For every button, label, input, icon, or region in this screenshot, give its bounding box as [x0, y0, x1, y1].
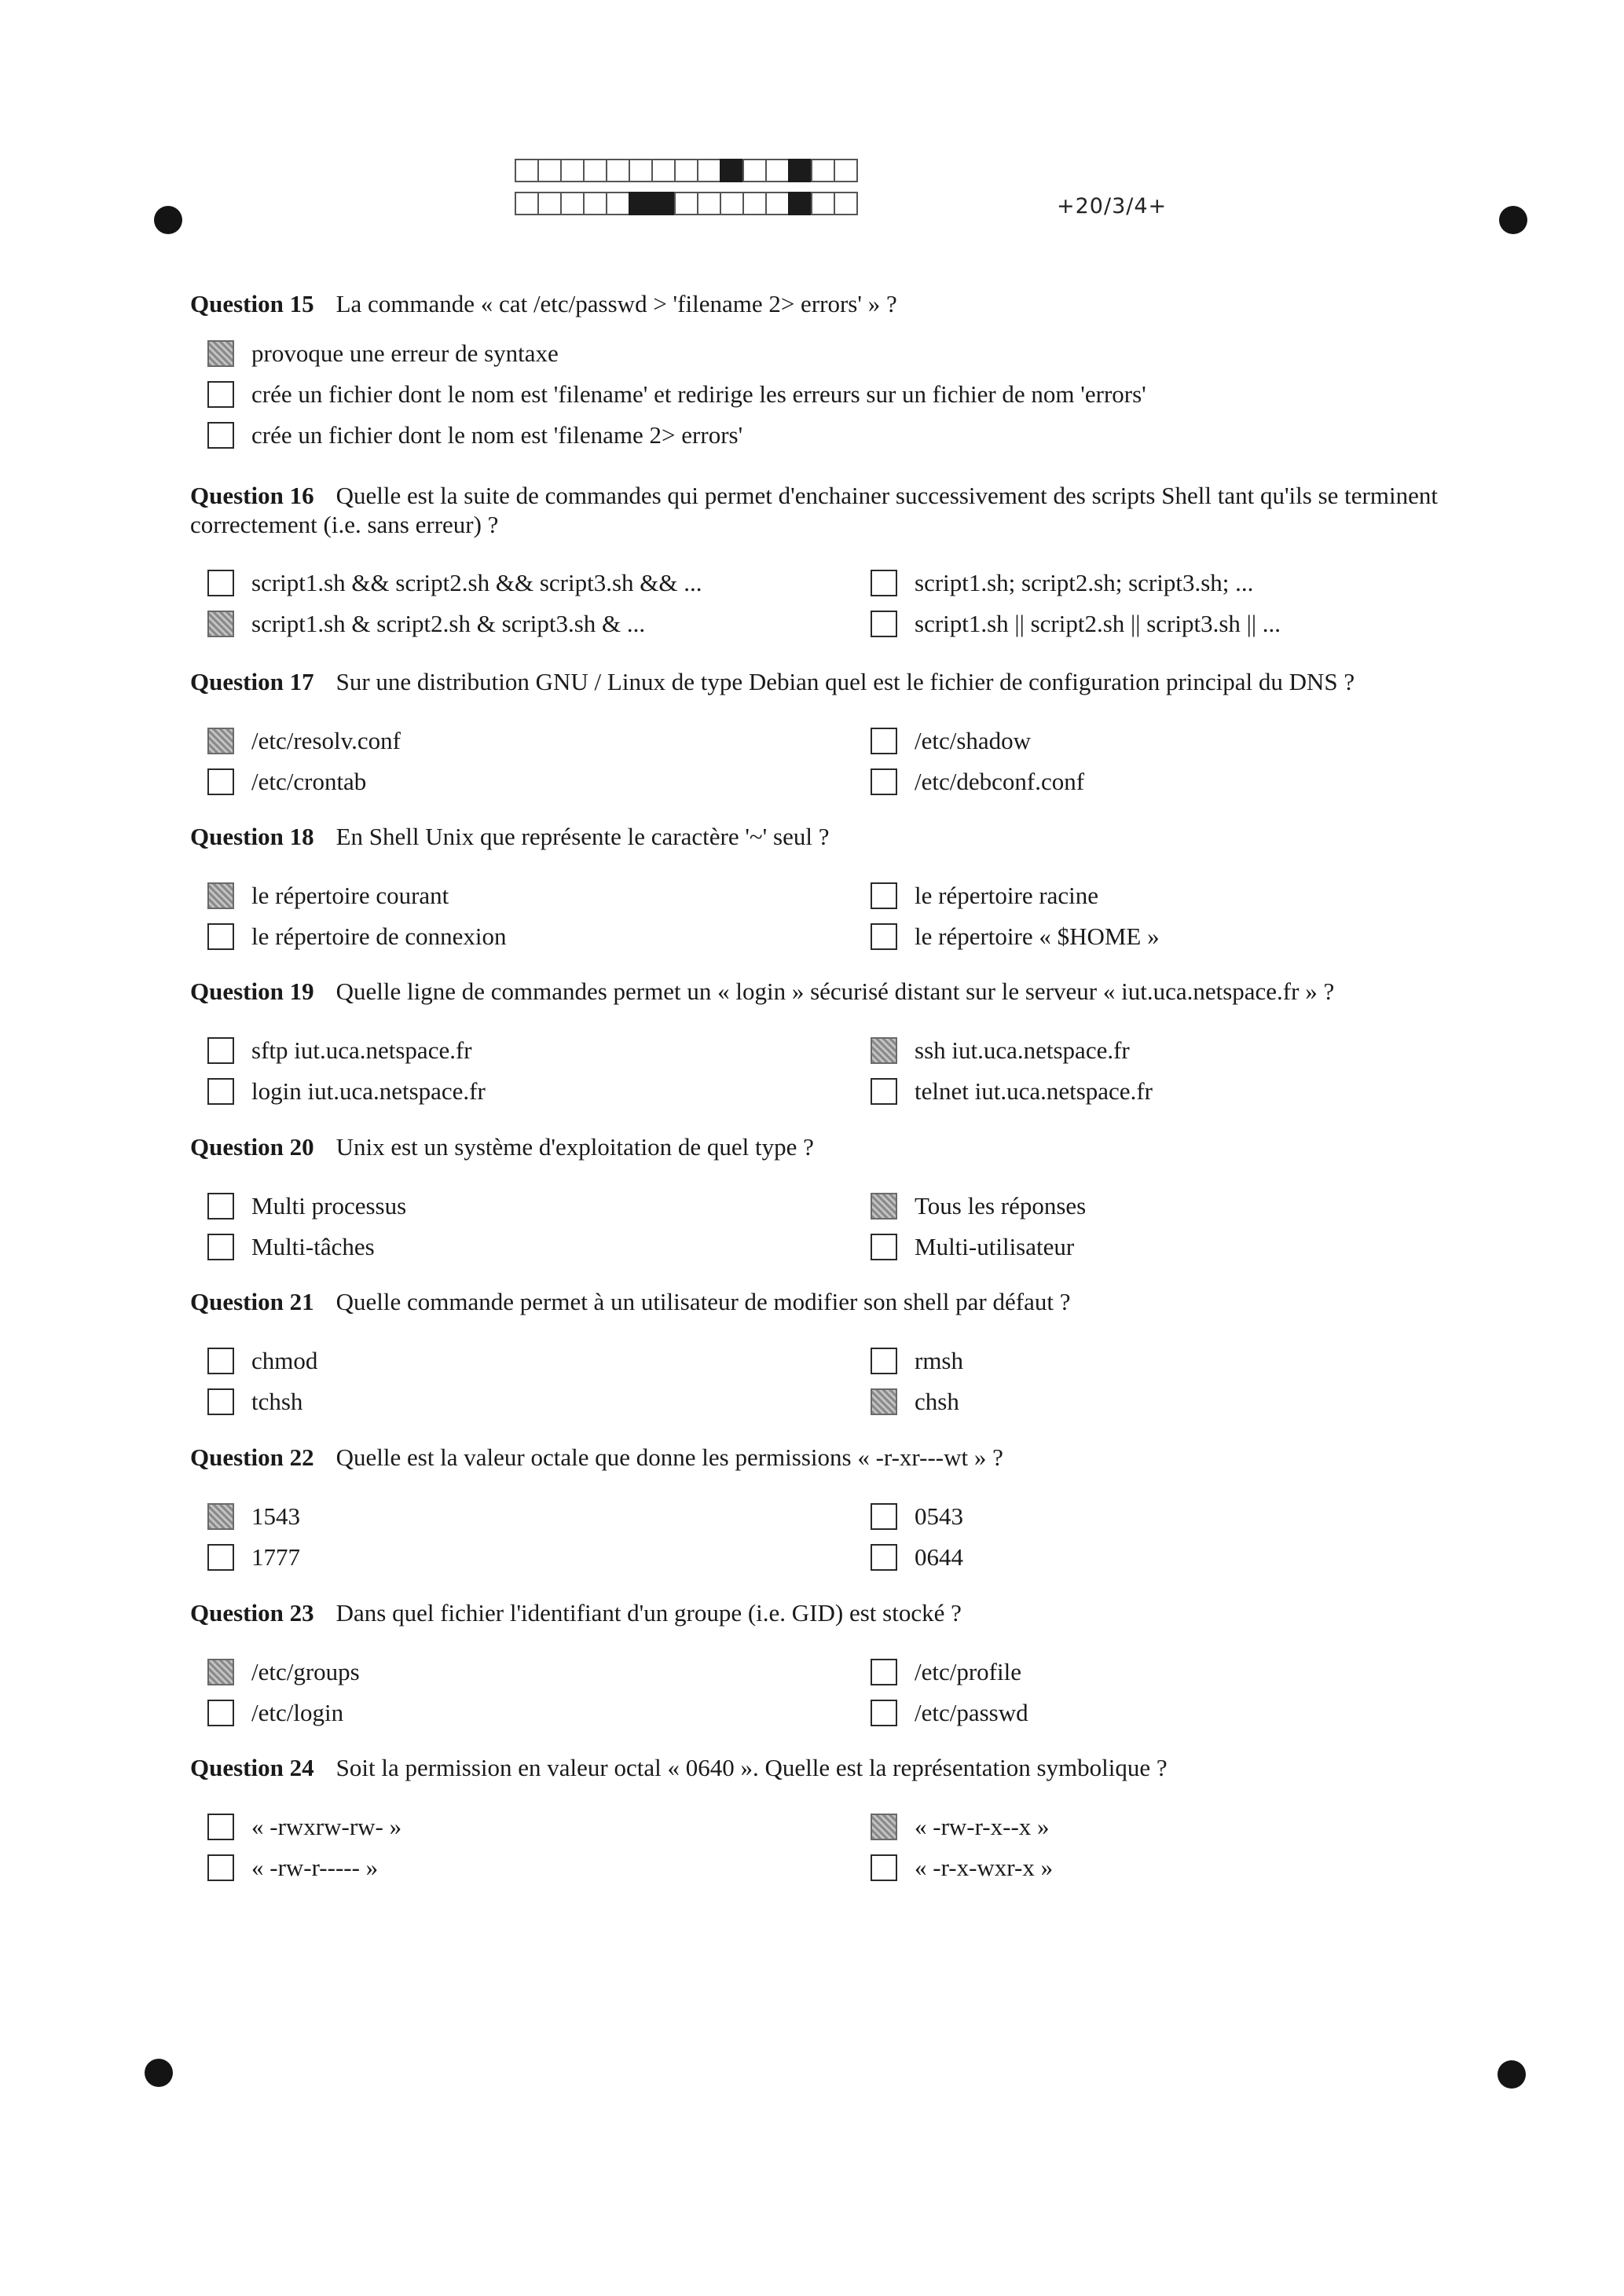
- answer-checkbox[interactable]: [871, 1193, 897, 1220]
- barcode-cell: [606, 159, 630, 182]
- answer-text: telnet iut.uca.netspace.fr: [915, 1077, 1153, 1105]
- answer-text: /etc/login: [251, 1699, 344, 1726]
- barcode-cell: [720, 159, 744, 182]
- answer-checkbox[interactable]: [207, 1854, 234, 1881]
- answer-checkbox[interactable]: [871, 570, 897, 596]
- answer-checkbox[interactable]: [207, 422, 234, 449]
- answer-text: /etc/crontab: [251, 768, 367, 795]
- answer-text: 0644: [915, 1543, 963, 1571]
- answer-option[interactable]: [871, 1231, 1074, 1263]
- answer-option[interactable]: [871, 1697, 1028, 1729]
- barcode-cell: [606, 192, 630, 215]
- answer-checkbox[interactable]: [207, 1234, 234, 1260]
- barcode-cell: [697, 159, 721, 182]
- answer-checkbox[interactable]: [207, 1348, 234, 1374]
- barcode-cell: [629, 192, 653, 215]
- barcode-cell: [537, 159, 562, 182]
- answer-checkbox[interactable]: [207, 1700, 234, 1726]
- answer-option[interactable]: [871, 1190, 1086, 1222]
- answer-text: Multi-tâches: [251, 1233, 375, 1260]
- answer-option[interactable]: [871, 1386, 959, 1418]
- answer-option[interactable]: [871, 1811, 1050, 1843]
- answer-checkbox[interactable]: [871, 923, 897, 950]
- answer-checkbox[interactable]: [207, 1078, 234, 1105]
- answer-checkbox[interactable]: [871, 1234, 897, 1260]
- barcode-cell: [742, 192, 767, 215]
- answer-checkbox[interactable]: [207, 1037, 234, 1064]
- answer-option[interactable]: [871, 1852, 1053, 1883]
- question-header: [190, 977, 1494, 1006]
- answer-checkbox[interactable]: [207, 923, 234, 950]
- answer-option[interactable]: [207, 1697, 343, 1729]
- barcode-cell: [537, 192, 562, 215]
- question-header: [190, 481, 1494, 539]
- answer-option[interactable]: [207, 379, 1146, 410]
- barcode-cell: [765, 159, 790, 182]
- barcode-cell: [720, 192, 744, 215]
- answer-checkbox[interactable]: [871, 611, 897, 637]
- answer-option[interactable]: [871, 1542, 963, 1573]
- barcode-cell: [515, 192, 539, 215]
- answer-checkbox[interactable]: [207, 1814, 234, 1840]
- question-header: [190, 822, 1494, 851]
- answer-checkbox[interactable]: [871, 768, 897, 795]
- answer-option[interactable]: [871, 608, 1281, 640]
- barcode-cell: [674, 192, 698, 215]
- answer-option[interactable]: [207, 1345, 317, 1377]
- answer-text: script1.sh && script2.sh && script3.sh && ...: [251, 569, 702, 596]
- answer-option[interactable]: [207, 725, 401, 757]
- answer-text: sftp iut.uca.netspace.fr: [251, 1036, 472, 1064]
- registration-mark-top-left: [154, 206, 182, 234]
- answer-text: crée un fichier dont le nom est 'filename 2> errors': [251, 421, 743, 449]
- barcode-cell: [811, 159, 835, 182]
- barcode-cell: [788, 159, 812, 182]
- answer-option[interactable]: [207, 1501, 300, 1532]
- answer-option[interactable]: [207, 1386, 302, 1418]
- answer-checkbox[interactable]: [207, 1659, 234, 1685]
- answer-option[interactable]: [207, 880, 449, 911]
- answer-text: script1.sh; script2.sh; script3.sh; ...: [915, 569, 1254, 596]
- answer-text: Multi processus: [251, 1192, 407, 1220]
- registration-mark-top-right: [1499, 206, 1527, 234]
- answer-text: /etc/groups: [251, 1658, 360, 1685]
- question-text: Quelle est la valeur octale que donne les permissions « -r-xr---wt » ?: [335, 1443, 1003, 1471]
- question-header: [190, 1287, 1494, 1316]
- answer-text: login iut.uca.netspace.fr: [251, 1077, 486, 1105]
- answer-option[interactable]: [207, 338, 559, 369]
- answer-checkbox[interactable]: [207, 570, 234, 596]
- answer-checkbox[interactable]: [207, 611, 234, 637]
- answer-checkbox[interactable]: [871, 1348, 897, 1374]
- question-label: Question 16: [190, 482, 314, 509]
- page-barcode-row-1: [515, 159, 856, 182]
- answer-option[interactable]: [207, 1811, 401, 1843]
- answer-text: /etc/shadow: [915, 727, 1032, 754]
- answer-option[interactable]: [207, 1656, 360, 1688]
- question-text: La commande « cat /etc/passwd > 'filename 2> errors' » ?: [335, 290, 897, 317]
- answer-text: chsh: [915, 1388, 959, 1415]
- answer-checkbox[interactable]: [871, 1503, 897, 1530]
- answer-option[interactable]: [871, 1656, 1021, 1688]
- barcode-cell: [742, 159, 767, 182]
- answer-option[interactable]: [207, 1076, 486, 1107]
- answer-option[interactable]: [871, 1076, 1153, 1107]
- question-text: Quelle est la suite de commandes qui permet d'enchainer successivement des scripts Shell tant qu'ils se terminent correctement (i.e. sans erreur) ?: [190, 482, 1438, 538]
- answer-text: /etc/profile: [915, 1658, 1021, 1685]
- question-label: Question 23: [190, 1599, 314, 1627]
- question-header: [190, 1598, 1494, 1627]
- barcode-cell: [560, 159, 585, 182]
- barcode-cell: [834, 192, 858, 215]
- question-label: Question 18: [190, 823, 314, 850]
- answer-option[interactable]: [207, 1035, 472, 1066]
- question-label: Question 19: [190, 977, 314, 1005]
- answer-text: /etc/resolv.conf: [251, 727, 401, 754]
- question-label: Question 24: [190, 1754, 314, 1781]
- question-text: Quelle commande permet à un utilisateur de modifier son shell par défaut ?: [335, 1288, 1071, 1315]
- answer-option[interactable]: [871, 880, 1098, 911]
- barcode-cell: [697, 192, 721, 215]
- answer-text: le répertoire racine: [915, 882, 1099, 909]
- answer-text: rmsh: [915, 1347, 963, 1374]
- answer-text: crée un fichier dont le nom est 'filename' et redirige les erreurs sur un fichier de nom 'errors': [251, 380, 1146, 408]
- answer-text: « -rw-r-x--x »: [915, 1813, 1050, 1840]
- answer-checkbox[interactable]: [207, 1193, 234, 1220]
- barcode-cell: [674, 159, 698, 182]
- answer-option[interactable]: [871, 1501, 963, 1532]
- question-header: [190, 289, 1494, 318]
- page-barcode-row-2: [515, 192, 856, 215]
- barcode-cell: [560, 192, 585, 215]
- answer-text: 0543: [915, 1502, 963, 1530]
- answer-option[interactable]: [871, 1345, 963, 1377]
- answer-text: « -rw-r----- »: [251, 1854, 379, 1881]
- answer-text: 1543: [251, 1502, 300, 1530]
- answer-checkbox[interactable]: [871, 1544, 897, 1571]
- answer-text: chmod: [251, 1347, 318, 1374]
- barcode-cell: [765, 192, 790, 215]
- answer-checkbox[interactable]: [871, 1037, 897, 1064]
- answer-text: tchsh: [251, 1388, 303, 1415]
- answer-checkbox[interactable]: [871, 728, 897, 754]
- question-label: Question 17: [190, 668, 314, 695]
- answer-option[interactable]: [871, 921, 1160, 952]
- barcode-cell: [788, 192, 812, 215]
- registration-mark-bottom-right: [1498, 2060, 1526, 2089]
- answer-text: Multi-utilisateur: [915, 1233, 1075, 1260]
- answer-checkbox[interactable]: [207, 1544, 234, 1571]
- answer-checkbox[interactable]: [871, 1700, 897, 1726]
- answer-checkbox[interactable]: [871, 1659, 897, 1685]
- question-text: En Shell Unix que représente le caractère '~' seul ?: [335, 823, 830, 850]
- answer-option[interactable]: [207, 420, 742, 451]
- answer-checkbox[interactable]: [207, 1388, 234, 1415]
- answer-option[interactable]: [871, 1035, 1130, 1066]
- registration-mark-bottom-left: [145, 2059, 173, 2087]
- barcode-cell: [811, 192, 835, 215]
- answer-checkbox[interactable]: [207, 882, 234, 909]
- answer-option[interactable]: [207, 1190, 406, 1222]
- question-text: Sur une distribution GNU / Linux de type Debian quel est le fichier de configuration principal du DNS ?: [335, 668, 1355, 695]
- answer-option[interactable]: [207, 766, 366, 798]
- answer-text: ssh iut.uca.netspace.fr: [915, 1036, 1130, 1064]
- answer-option[interactable]: [871, 567, 1253, 599]
- answer-checkbox[interactable]: [871, 1814, 897, 1840]
- answer-option[interactable]: [207, 608, 645, 640]
- answer-option[interactable]: [207, 921, 507, 952]
- answer-checkbox[interactable]: [871, 1854, 897, 1881]
- question-label: Question 15: [190, 290, 314, 317]
- answer-text: « -r-x-wxr-x »: [915, 1854, 1054, 1881]
- answer-text: provoque une erreur de syntaxe: [251, 339, 559, 367]
- answer-option[interactable]: [207, 1542, 300, 1573]
- question-text: Soit la permission en valeur octal « 0640 ». Quelle est la représentation symbolique ?: [335, 1754, 1168, 1781]
- barcode-cell: [651, 159, 676, 182]
- question-header: [190, 1753, 1494, 1782]
- answer-text: le répertoire courant: [251, 882, 449, 909]
- answer-text: /etc/debconf.conf: [915, 768, 1085, 795]
- page-identifier: +20/3/4+: [1057, 194, 1168, 218]
- answer-text: le répertoire « $HOME »: [915, 922, 1160, 950]
- answer-checkbox[interactable]: [207, 768, 234, 795]
- barcode-cell: [834, 159, 858, 182]
- answer-checkbox[interactable]: [207, 1503, 234, 1530]
- answer-text: 1777: [251, 1543, 300, 1571]
- question-label: Question 22: [190, 1443, 314, 1471]
- question-text: Unix est un système d'exploitation de quel type ?: [335, 1133, 814, 1161]
- answer-checkbox[interactable]: [871, 882, 897, 909]
- barcode-cell: [583, 192, 607, 215]
- answer-text: le répertoire de connexion: [251, 922, 507, 950]
- question-label: Question 20: [190, 1133, 314, 1161]
- question-text: Dans quel fichier l'identifiant d'un groupe (i.e. GID) est stocké ?: [335, 1599, 962, 1627]
- answer-option[interactable]: [207, 567, 702, 599]
- answer-text: /etc/passwd: [915, 1699, 1028, 1726]
- answer-option[interactable]: [207, 1231, 375, 1263]
- barcode-cell: [629, 159, 653, 182]
- answer-option[interactable]: [207, 1852, 378, 1883]
- answer-checkbox[interactable]: [207, 340, 234, 367]
- barcode-cell: [651, 192, 676, 215]
- question-text: Quelle ligne de commandes permet un « login » sécurisé distant sur le serveur « iut.uca.netspace.fr » ?: [335, 977, 1335, 1005]
- answer-checkbox[interactable]: [207, 728, 234, 754]
- barcode-cell: [583, 159, 607, 182]
- answer-checkbox[interactable]: [871, 1388, 897, 1415]
- question-label: Question 21: [190, 1288, 314, 1315]
- answer-text: « -rwxrw-rw- »: [251, 1813, 402, 1840]
- answer-option[interactable]: [871, 766, 1084, 798]
- answer-option[interactable]: [871, 725, 1031, 757]
- question-header: [190, 1443, 1494, 1472]
- question-header: [190, 1132, 1494, 1161]
- question-header: [190, 667, 1494, 696]
- answer-text: script1.sh || script2.sh || script3.sh || ...: [915, 610, 1281, 637]
- answer-checkbox[interactable]: [207, 381, 234, 408]
- answer-checkbox[interactable]: [871, 1078, 897, 1105]
- answer-text: script1.sh & script2.sh & script3.sh & ...: [251, 610, 646, 637]
- answer-text: Tous les réponses: [915, 1192, 1087, 1220]
- barcode-cell: [515, 159, 539, 182]
